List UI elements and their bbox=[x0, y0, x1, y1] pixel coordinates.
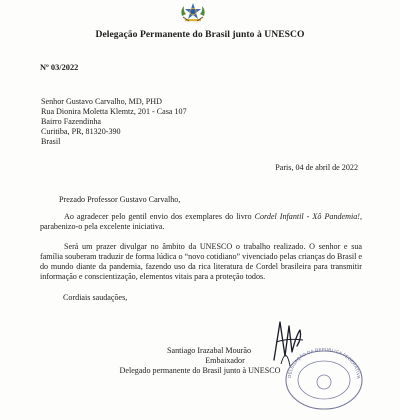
document-number: Nº 03/2022 bbox=[40, 63, 79, 72]
place-and-date: Paris, 04 de abril de 2022 bbox=[275, 163, 358, 172]
paragraph-unesco bbox=[40, 242, 362, 282]
recipient-country: Brasil bbox=[41, 136, 61, 146]
salutation: Prezado Professor Gustavo Carvalho, bbox=[59, 195, 181, 204]
stamp-text: DELEGAÇÃO DA REPÚBLICA FEDERATIVA bbox=[286, 346, 362, 379]
paragraph-thanks bbox=[40, 212, 362, 232]
recipient-address bbox=[41, 97, 187, 147]
recipient-city: Curitiba, PR, 81320-390 bbox=[41, 126, 121, 136]
signer-name: Santiago Irazabal Mourão bbox=[166, 346, 252, 355]
signer-block bbox=[0, 346, 400, 376]
brazil-coat-of-arms-icon bbox=[179, 2, 207, 24]
paragraph-thanks-start: Ao agradecer pelo gentil envio dos exemplares do livro bbox=[64, 212, 255, 221]
recipient-street: Rua Dionira Moletta Klemtz, 201 - Casa 107 bbox=[41, 106, 187, 116]
recipient-district: Bairro Fazendinha bbox=[41, 116, 102, 126]
paragraph-unesco-text: Será um prazer divulgar no âmbito da UNESCO o trabalho realizado. O senhor e sua família souberam traduzir de forma lúdica o “novo cotidiano” vivenciado pelas crianças do Brasil e do mundo diante da pandemia, fazendo uso da rica literatura de Cordel brasileira para transmitir informação e conscientização, elementos vitais para a proteção todos. bbox=[40, 242, 362, 281]
paragraph-thanks-end: , parabenizo-o pela excelente iniciativa. bbox=[40, 212, 363, 231]
book-title: Cordel Infantil - Xô Pandemia! bbox=[254, 212, 360, 221]
closing-greeting: Cordiais saudações, bbox=[63, 293, 128, 302]
delegation-title: Delegação Permanente do Brasil junto à UNESCO bbox=[95, 29, 305, 40]
signer-role: Embaixador bbox=[205, 355, 245, 365]
signer-position: Delegado permanente do Brasil junto à UNESCO bbox=[119, 365, 281, 375]
recipient-name: Senhor Gustavo Carvalho, MD, PHD bbox=[41, 97, 162, 106]
